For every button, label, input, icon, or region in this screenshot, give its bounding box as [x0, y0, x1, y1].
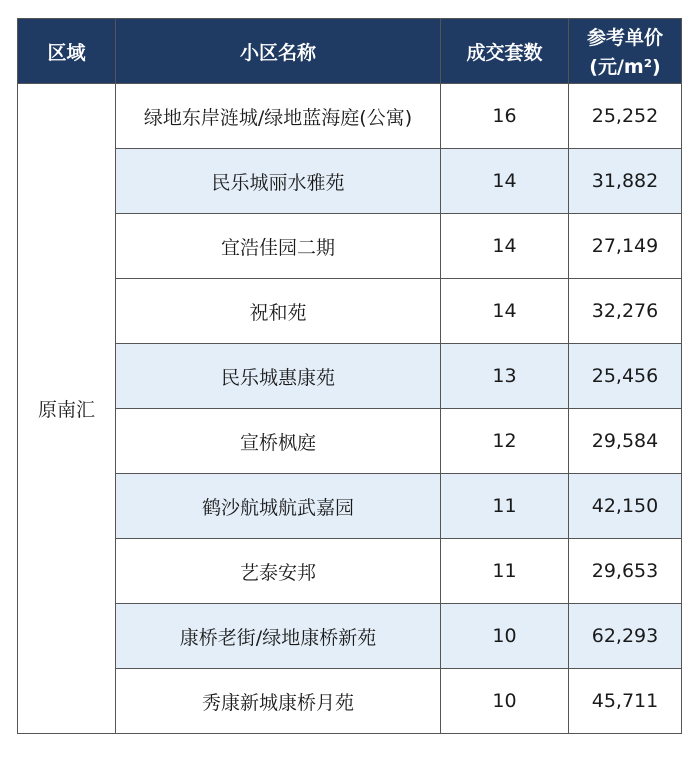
- header-row: [18, 19, 682, 84]
- region-cell: 原南汇: [18, 84, 116, 734]
- table-row: [18, 84, 682, 149]
- table-row: [18, 669, 682, 734]
- table-row: [18, 344, 682, 409]
- name-cell: 宣桥枫庭: [116, 409, 441, 474]
- header-price-unit: (元/m²): [589, 56, 661, 78]
- price-cell: 32,276: [569, 279, 682, 344]
- name-cell: 鹤沙航城航武嘉园: [116, 474, 441, 539]
- name-cell: 康桥老街/绿地康桥新苑: [116, 604, 441, 669]
- price-cell: 29,653: [569, 539, 682, 604]
- name-cell: 绿地东岸涟城/绿地蓝海庭(公寓): [116, 84, 441, 149]
- count-cell: 11: [441, 539, 569, 604]
- count-cell: 14: [441, 279, 569, 344]
- name-cell: 民乐城丽水雅苑: [116, 149, 441, 214]
- table-row: [18, 149, 682, 214]
- header-price: [569, 19, 682, 84]
- count-cell: 16: [441, 84, 569, 149]
- table-row: [18, 539, 682, 604]
- table-row: [18, 279, 682, 344]
- header-price-label: 参考单价: [586, 27, 663, 49]
- count-cell: 14: [441, 149, 569, 214]
- table-row: [18, 474, 682, 539]
- price-cell: 27,149: [569, 214, 682, 279]
- price-cell: 62,293: [569, 604, 682, 669]
- price-cell: 25,456: [569, 344, 682, 409]
- header-region: 区域: [18, 19, 116, 84]
- count-cell: 12: [441, 409, 569, 474]
- table-row: [18, 604, 682, 669]
- name-cell: 秀康新城康桥月苑: [116, 669, 441, 734]
- header-name: 小区名称: [116, 19, 441, 84]
- price-cell: 45,711: [569, 669, 682, 734]
- count-cell: 11: [441, 474, 569, 539]
- price-cell: 25,252: [569, 84, 682, 149]
- count-cell: 13: [441, 344, 569, 409]
- price-cell: 31,882: [569, 149, 682, 214]
- price-cell: 42,150: [569, 474, 682, 539]
- table-row: [18, 214, 682, 279]
- count-cell: 10: [441, 604, 569, 669]
- table-row: [18, 409, 682, 474]
- name-cell: 艺泰安邦: [116, 539, 441, 604]
- transaction-table: [17, 18, 682, 734]
- header-count: 成交套数: [441, 19, 569, 84]
- name-cell: 宜浩佳园二期: [116, 214, 441, 279]
- price-cell: 29,584: [569, 409, 682, 474]
- name-cell: 民乐城惠康苑: [116, 344, 441, 409]
- count-cell: 10: [441, 669, 569, 734]
- name-cell: 祝和苑: [116, 279, 441, 344]
- count-cell: 14: [441, 214, 569, 279]
